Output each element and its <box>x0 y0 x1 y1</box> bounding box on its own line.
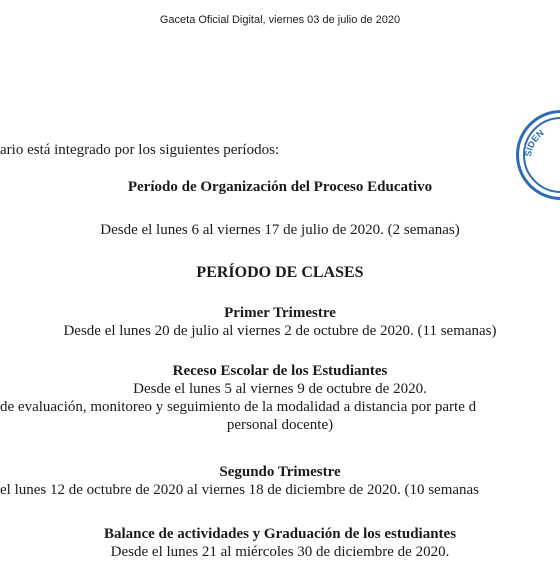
section-organizacion-dates: Desde el lunes 6 al viernes 17 de julio de 2020. (2 semanas) <box>100 222 460 238</box>
section-organizacion-title: Período de Organización del Proceso Educativo <box>127 179 433 195</box>
balance-dates: Desde el lunes 21 al miércoles 30 de diciembre de 2020. <box>110 544 450 560</box>
presidency-seal-icon <box>516 110 560 200</box>
receso-note-line2: personal docente) <box>226 417 334 433</box>
receso-note-line1: de evaluación, monitoreo y seguimiento de la modalidad a distancia por parte d <box>0 399 477 415</box>
svg-text:SIDEN: SIDEN <box>523 127 546 158</box>
intro-text: ario está integrado por los siguientes períodos: <box>0 142 280 158</box>
receso-title: Receso Escolar de los Estudiantes <box>172 363 388 379</box>
segundo-trimestre-title: Segundo Trimestre <box>219 464 341 480</box>
primer-trimestre-title: Primer Trimestre <box>224 305 336 321</box>
balance-title: Balance de actividades y Graduación de los estudiantes <box>103 526 457 542</box>
gazette-header: Gaceta Oficial Digital, viernes 03 de julio de 2020 <box>159 14 401 26</box>
receso-dates: Desde el lunes 5 al viernes 9 de octubre de 2020. <box>133 381 427 397</box>
periodo-clases-heading: PERÍODO DE CLASES <box>196 264 364 281</box>
primer-trimestre-dates: Desde el lunes 20 de julio al viernes 2 de octubre de 2020. (11 semanas) <box>63 323 497 339</box>
segundo-trimestre-dates: el lunes 12 de octubre de 2020 al viernes 18 de diciembre de 2020. (10 semanas <box>0 482 480 498</box>
